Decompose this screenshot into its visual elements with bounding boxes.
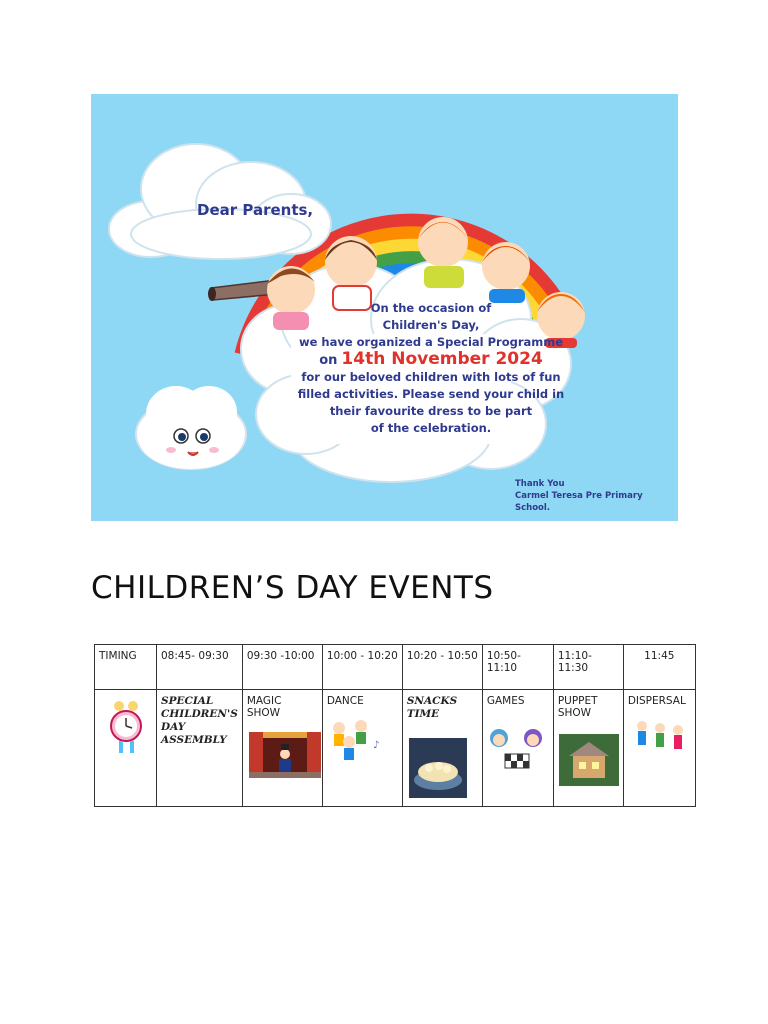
event-dance — [322, 690, 402, 807]
time-slot-4: 10:20 - 10:50 — [402, 645, 482, 690]
kids-walking-icon — [632, 718, 690, 764]
time-slot-1: 08:45- 09:30 — [157, 645, 243, 690]
smiling-cloud-icon — [136, 386, 246, 469]
thank-you: Thank You — [515, 479, 565, 489]
event-date: 14th November 2024 — [341, 349, 543, 369]
greeting: Dear Parents, — [197, 201, 314, 219]
school-name: Carmel Teresa Pre Primary School. — [515, 491, 643, 513]
events-table — [94, 644, 696, 807]
event-games-label: GAMES — [486, 695, 525, 707]
clock-cell — [95, 690, 157, 807]
message-line-1: On the occasion of — [370, 301, 492, 315]
event-dispersal-label: DISPERSAL — [627, 695, 686, 707]
message-date-line — [281, 351, 581, 369]
event-snacks-label: SNACKS TIME — [406, 695, 458, 720]
message-on: on — [319, 353, 338, 368]
invitation-message — [281, 300, 581, 437]
event-magic-show-label: MAGIC SHOW — [246, 695, 282, 719]
event-puppet-show-label: PUPPET SHOW — [557, 695, 598, 719]
popcorn-icon — [409, 738, 467, 798]
message-line-2: Children's Day, — [382, 318, 480, 332]
time-slot-6: 11:10-11:30 — [553, 645, 623, 690]
time-slot-3: 10:00 - 10:20 — [322, 645, 402, 690]
message-line-5: filled activities. Please send your child in — [297, 387, 565, 401]
event-snacks — [402, 690, 482, 807]
puppet-house-icon — [559, 734, 619, 786]
alarm-clock-icon — [109, 698, 143, 756]
invitation-banner — [91, 94, 678, 521]
timing-label: TIMING — [95, 645, 157, 690]
time-slot-2: 09:30 -10:00 — [242, 645, 322, 690]
dancing-kids-icon — [327, 718, 383, 764]
event-assembly: SPECIAL CHILDREN'S DAY ASSEMBLY — [157, 690, 243, 807]
message-line-4: for our beloved children with lots of fun — [301, 370, 561, 384]
event-games — [482, 690, 553, 807]
svg-text:♪: ♪ — [372, 740, 380, 751]
message-line-6: their favourite dress to be part — [329, 404, 533, 418]
table-row-times — [95, 645, 696, 690]
time-slot-5: 10:50-11:10 — [482, 645, 553, 690]
table-row-events — [95, 690, 696, 807]
time-slot-7: 11:45 — [623, 645, 695, 690]
event-magic-show — [242, 690, 322, 807]
message-line-7: of the celebration. — [370, 421, 492, 435]
thanks-block — [515, 478, 678, 514]
event-dispersal — [623, 690, 695, 807]
event-puppet-show — [553, 690, 623, 807]
page-title: CHILDREN’S DAY EVENTS — [91, 570, 494, 606]
magician-icon — [249, 732, 321, 778]
chess-kids-icon — [487, 724, 549, 778]
message-line-3: we have organized a Special Programme — [298, 335, 564, 349]
event-dance-label: DANCE — [326, 695, 364, 707]
